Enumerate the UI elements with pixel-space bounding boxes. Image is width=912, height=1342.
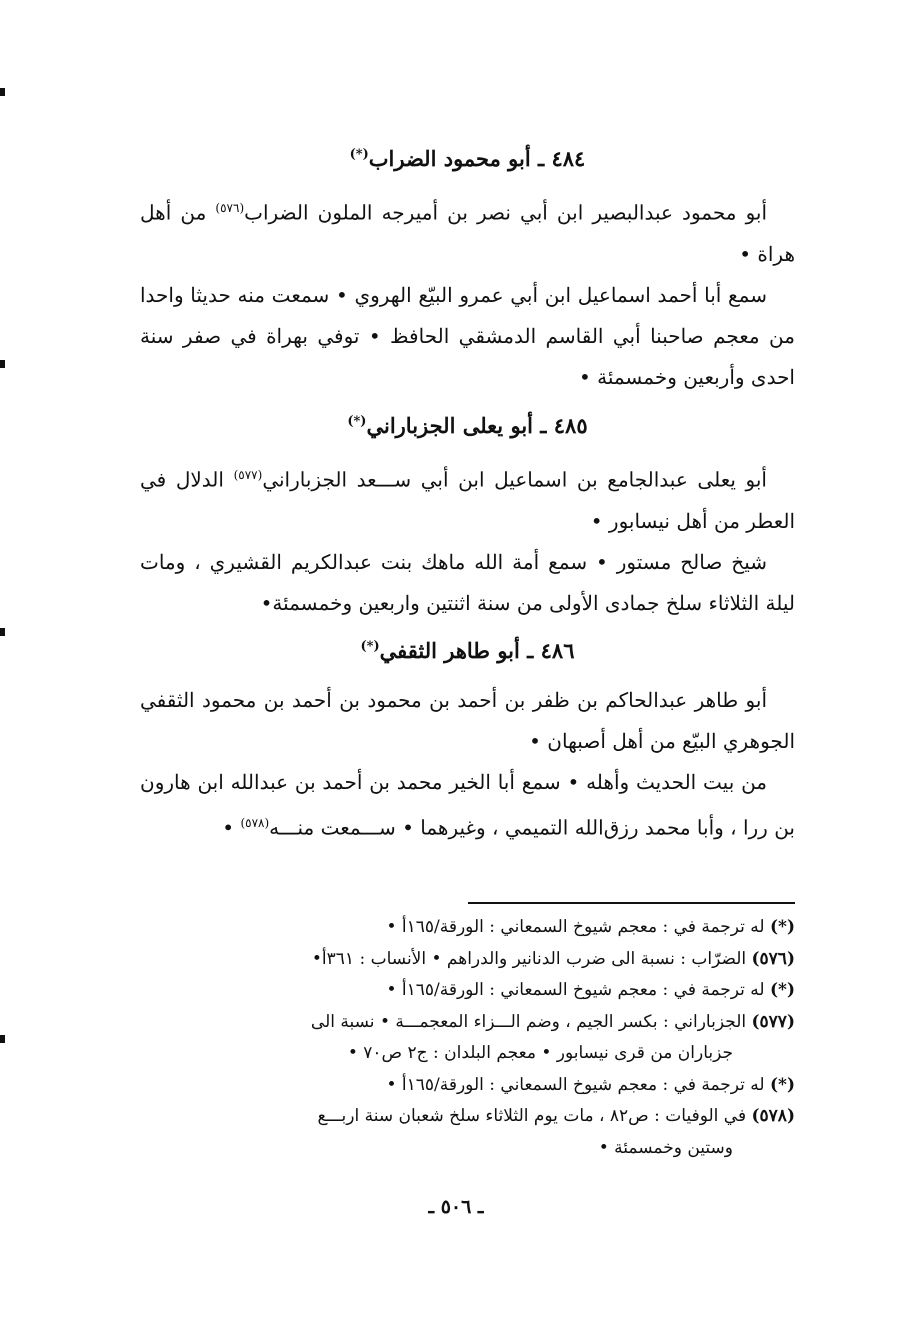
entry-paragraph: سمع أبا أحمد اسماعيل ابن أبي عمرو البيّع الهروي • سمعت منه حديثا واحدا من معجم صاحبنا أبي القاسم الدمشقي الحافظ • توفي بهراة في صفر سنة احدى وأربعين وخمسمئة • [140, 282, 795, 389]
footnote [140, 1101, 795, 1133]
footnote-continuation: جزباران من قرى نيسابور • معجم البلدان : ج٢ ص٧٠ • [347, 1043, 733, 1063]
footnote-mark: (٥٧٨) [751, 1106, 795, 1126]
footnote-ref: (*) [347, 414, 367, 429]
entry-body-tail: • [222, 815, 241, 840]
entry-title [140, 632, 795, 666]
entry-body-text: من بيت الحديث وأهله • سمع أبا الخير محمد بن أحمد بن عبدالله ابن هارون بن ررا ، وأبا محمد رزق‌الله التميمي ، وغيرهما • ســـمعت منـــه [140, 770, 795, 840]
footnote [140, 944, 795, 976]
entry-name-text: أبو محمود عبدالبصير ابن أبي نصر بن أميرجه الملون الضراب [244, 200, 768, 225]
entry-paragraph [140, 188, 795, 275]
footnote [140, 975, 795, 1007]
footnote [140, 1070, 795, 1102]
entry-name-text: أبو يعلى عبدالجامع بن اسماعيل ابن أبي ســـعد الجزباراني [262, 467, 767, 492]
footnote-mark: (*) [770, 980, 795, 1000]
footnote [140, 1007, 795, 1039]
footnote-ref: (*) [360, 639, 380, 654]
footnote-text: الجزباراني : بكسر الجيم ، وضم الـــزاء المعجمـــة • نسبة الى [310, 1011, 747, 1032]
entry-paragraph [140, 455, 795, 542]
footnote-mark: (٥٧٧) [751, 1011, 795, 1032]
entry-484 [140, 140, 795, 398]
footnote-mark: (*) [770, 917, 795, 937]
footnote-mark: (٥٧٦) [751, 948, 795, 969]
footnotes [140, 912, 795, 1164]
footnote-text: الضرّاب : نسبة الى ضرب الدنانير والدراهم • الأنساب : ٣٦١أ• [311, 948, 747, 969]
scan-edge-mark [0, 1035, 5, 1043]
footnote-mark: (*) [770, 1074, 795, 1095]
footnote-text: له ترجمة في : معجم شيوخ السمعاني : الورقة/١٦٥أ • [386, 980, 765, 1000]
scan-edge-mark [0, 628, 5, 636]
footnote [140, 912, 795, 944]
footnote-ref: (٥٧٨) [240, 816, 270, 830]
page-number: ـ ٥٠٦ ـ [428, 1196, 484, 1218]
footnote-text: في الوفيات : ص٨٢ ، مات يوم الثلاثاء سلخ شعبان سنة اربـــع [317, 1106, 747, 1126]
scan-edge-mark [0, 88, 5, 96]
footnote-ref: (٥٧٧) [233, 468, 263, 482]
footnote-separator [468, 902, 795, 904]
footnote-ref: (٥٧٦) [215, 201, 245, 215]
entry-name-tail: من أهل هراة • [140, 200, 795, 266]
entry-paragraph [140, 762, 795, 849]
footnote-text: له ترجمة في : معجم شيوخ السمعاني : الورقة/١٦٥أ • [386, 1074, 765, 1095]
entry-title [140, 407, 795, 441]
entry-paragraph: أبو طاهر عبدالحاكم بن ظفر بن أحمد بن محمود بن أحمد بن محمود الثقفي الجوهري البيّع من أهل أصبهان • [140, 688, 795, 753]
footnote-text: له ترجمة في : معجم شيوخ السمعاني : الورقة/١٦٥أ • [386, 917, 765, 937]
entry-486 [140, 632, 795, 849]
scan-edge-mark [0, 360, 5, 368]
entry-name-tail: الدلال في العطر من أهل نيسابور • [140, 467, 795, 533]
footnote-continuation: وستين وخمسمئة • [598, 1137, 733, 1158]
entry-paragraph: شيخ صالح مستور • سمع أمة الله ماهك بنت عبدالكريم القشيري ، ومات ليلة الثلاثاء سلخ جمادى الأولى من سنة اثنتين واربعين وخمسمئة• [140, 549, 795, 615]
footnote-ref: (*) [349, 147, 369, 162]
entry-title-text: ٤٨٤ ـ أبو محمود الضراب [368, 146, 586, 171]
entry-485 [140, 407, 795, 624]
entry-title-text: ٤٨٥ ـ أبو يعلى الجزباراني [366, 413, 588, 438]
entry-title [140, 140, 795, 174]
entry-title-text: ٤٨٦ ـ أبو طاهر الثقفي [379, 638, 575, 663]
